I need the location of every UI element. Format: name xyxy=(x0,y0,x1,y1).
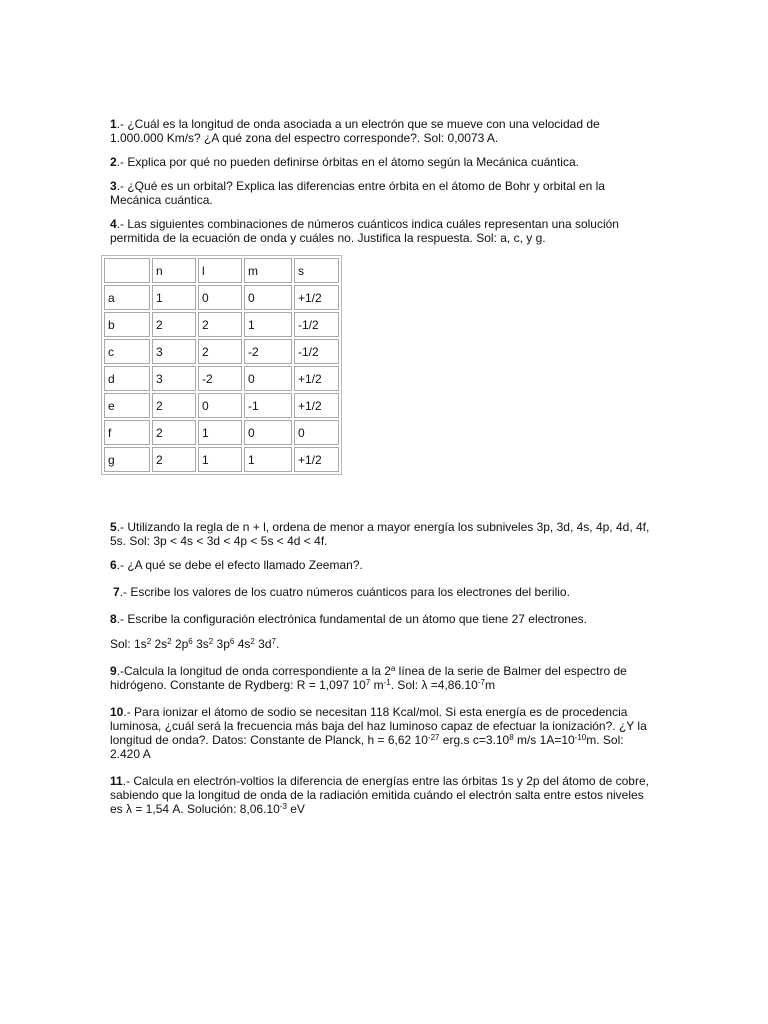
question-text: .- Calcula en electrón-voltios la diferencia de energías entre las órbitas 1s y 2p del átomo de cobre, sabiendo que la longitud de onda de la radiación emitida cuándo el electrón salta entre estos niveles es λ = 1,54 A. Solución: 8,06.10 xyxy=(110,774,649,816)
question-text: .- Escribe los valores de los cuatro números cuánticos para los electrones del berilio. xyxy=(119,585,570,599)
table-cell: -2 xyxy=(244,339,292,364)
solution-prefix: Sol: 1s xyxy=(110,637,147,651)
table-cell: a xyxy=(104,285,150,310)
table-row xyxy=(104,420,339,445)
superscript: 6 xyxy=(188,637,193,646)
question-text: . Sol: λ =4,86.10 xyxy=(390,678,478,692)
superscript: -27 xyxy=(427,733,440,742)
question-text: .- Utilizando la regla de n + l, ordena de menor a mayor energía los subniveles 3p, 3d, 4s, 4p, 4d, 4f, 5s. Sol: 3p < 4s < 3d < 4p < 5s < 4d < 4f. xyxy=(110,520,650,548)
table-cell: +1/2 xyxy=(294,393,339,418)
config-term: 2s xyxy=(151,637,168,651)
superscript: 2 xyxy=(208,637,214,646)
superscript: 6 xyxy=(229,637,235,646)
superscript: 2 xyxy=(146,637,152,646)
question-5 xyxy=(110,520,650,548)
table-cell: 1 xyxy=(152,285,196,310)
question-1 xyxy=(110,117,650,145)
table-cell: 2 xyxy=(198,312,242,337)
question-number: 2 xyxy=(110,155,117,169)
table-cell: 3 xyxy=(152,366,196,391)
question-number: 4 xyxy=(110,217,117,231)
table-cell: 0 xyxy=(244,366,292,391)
question-10 xyxy=(110,705,650,761)
table-cell: e xyxy=(104,393,150,418)
table-cell: 0 xyxy=(294,420,339,445)
question-8-solution xyxy=(110,637,650,651)
config-term: 2p xyxy=(171,637,189,651)
table-cell: 0 xyxy=(244,420,292,445)
config-term: 3s xyxy=(192,637,209,651)
question-text: .- ¿Cuál es la longitud de onda asociada a un electrón que se mueve con una velocidad de 1.000.000 Km/s? ¿A qué zona del espectro corresponde?. Sol: 0,0073 A. xyxy=(110,117,600,145)
table-cell: +1/2 xyxy=(294,447,339,472)
table-cell: 2 xyxy=(198,339,242,364)
table-row xyxy=(104,312,339,337)
superscript: -7 xyxy=(477,678,485,687)
table-cell: -1/2 xyxy=(294,312,339,337)
table-cell: d xyxy=(104,366,150,391)
table-row xyxy=(104,447,339,472)
superscript: -10 xyxy=(574,733,587,742)
table-cell: b xyxy=(104,312,150,337)
config-term: 4s xyxy=(234,637,251,651)
question-text: m xyxy=(370,678,384,692)
superscript: 8 xyxy=(509,733,514,742)
question-text: .- ¿Qué es un orbital? Explica las diferencias entre órbita en el átomo de Bohr y orbital en la Mecánica cuántica. xyxy=(110,179,605,207)
question-number: 8 xyxy=(110,612,117,626)
table-header-row xyxy=(104,258,339,283)
table-cell: 2 xyxy=(152,447,196,472)
table-cell: 1 xyxy=(244,312,292,337)
question-6 xyxy=(110,558,650,572)
question-text: línea de la serie de Balmer del espectro de hidrógeno. Constante de Rydberg: R = 1,097 10 xyxy=(110,664,627,692)
table-header-cell: n xyxy=(152,258,196,283)
table-cell: +1/2 xyxy=(294,366,339,391)
table-cell: 0 xyxy=(198,393,242,418)
superscript: -3 xyxy=(279,802,287,811)
question-number: 11 xyxy=(110,774,123,788)
question-number: 9 xyxy=(110,664,117,678)
question-text: .- Para ionizar el átomo de sodio se necesitan 118 Kcal/mol. Si esta energía es de procedencia luminosa, ¿cuál será la frecuencia más baja del haz luminoso capaz de efectuar la ionización?. ¿Y la longitud de onda?. Datos: Constante de Planck, h = 6,62 10 xyxy=(110,705,647,747)
question-number: 7 xyxy=(113,585,120,599)
table-row xyxy=(104,393,339,418)
table-cell: 1 xyxy=(198,420,242,445)
question-3 xyxy=(110,179,650,207)
table-header-cell: m xyxy=(244,258,292,283)
table-cell: 2 xyxy=(152,420,196,445)
question-number: 6 xyxy=(110,558,117,572)
table-cell: 2 xyxy=(152,393,196,418)
question-text: .- ¿A qué se debe el efecto llamado Zeeman?. xyxy=(116,558,363,572)
table-row xyxy=(104,339,339,364)
table-cell: f xyxy=(104,420,150,445)
table-cell: 2 xyxy=(152,312,196,337)
superscript: a xyxy=(390,664,396,673)
question-number: 1 xyxy=(110,117,117,131)
question-text: .- Escribe la configuración electrónica fundamental de un átomo que tiene 27 electrones. xyxy=(116,612,587,626)
table-cell: 3 xyxy=(152,339,196,364)
question-4 xyxy=(110,217,650,245)
question-2 xyxy=(110,155,650,169)
table-cell: 0 xyxy=(244,285,292,310)
table-header-cell: l xyxy=(198,258,242,283)
superscript: 2 xyxy=(167,637,172,646)
question-number: 5 xyxy=(110,520,117,534)
question-text: eV xyxy=(286,802,305,816)
table-row xyxy=(104,285,339,310)
table-cell: g xyxy=(104,447,150,472)
table-cell: -1 xyxy=(244,393,292,418)
config-term: 3p xyxy=(213,637,230,651)
question-8 xyxy=(110,612,650,626)
table-cell: 0 xyxy=(198,285,242,310)
question-text: m. Sol: 2.420 A xyxy=(110,733,624,761)
table-row xyxy=(104,366,339,391)
config-term: 3d xyxy=(254,637,272,651)
quantum-numbers-table-wrapper xyxy=(101,255,650,475)
question-text: .-Calcula la longitud de onda correspondiente a la 2 xyxy=(116,664,391,678)
superscript: 2 xyxy=(250,637,255,646)
table-cell: c xyxy=(104,339,150,364)
config-term: . xyxy=(275,637,280,651)
question-text: m xyxy=(484,678,495,692)
question-7 xyxy=(110,585,650,599)
table-header-cell: s xyxy=(294,258,339,283)
question-text: .- Las siguientes combinaciones de números cuánticos indica cuáles representan una solución permitida de la ecuación de onda y cuáles no. Justifica la respuesta. Sol: a, c, y g. xyxy=(110,217,619,245)
table-cell: +1/2 xyxy=(294,285,339,310)
superscript: 7 xyxy=(271,637,276,646)
question-9 xyxy=(110,664,650,692)
question-number: 3 xyxy=(110,179,117,193)
table-cell: 1 xyxy=(244,447,292,472)
question-text: .- Explica por qué no pueden definirse órbitas en el átomo según la Mecánica cuántica. xyxy=(116,155,579,169)
question-text: erg.s c=3.10 xyxy=(439,733,510,747)
document-page xyxy=(110,117,650,826)
question-number: 10 xyxy=(110,705,124,719)
question-text: m/s 1A=10 xyxy=(513,733,575,747)
question-11 xyxy=(110,774,650,816)
superscript: 7 xyxy=(365,678,371,687)
table-cell: 1 xyxy=(198,447,242,472)
table-cell: -1/2 xyxy=(294,339,339,364)
quantum-numbers-table xyxy=(101,255,342,475)
table-cell: -2 xyxy=(198,366,242,391)
superscript: -1 xyxy=(383,678,391,687)
table-header-cell xyxy=(104,258,150,283)
